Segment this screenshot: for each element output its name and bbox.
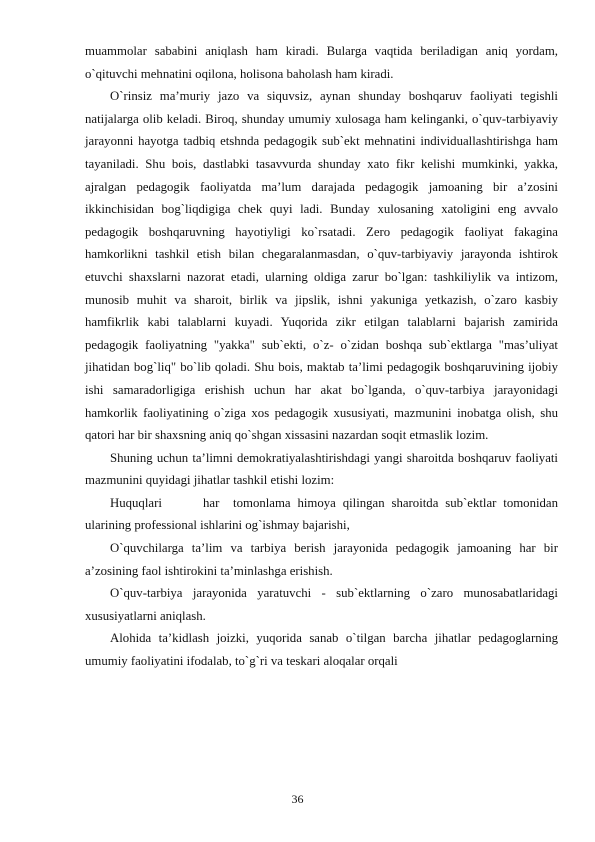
paragraph-5: O`quvchilarga ta’lim va tarbiya berish jarayonida pedagogik jamoaning har bir a’zosining faol ishtirokini ta’minlashga erishish. [85, 541, 558, 578]
paragraph-6: O`quv-tarbiya jarayonida yaratuvchi - sub`ektlarning o`zaro munosabatlaridagi xususiyatlarni aniqlash. [85, 586, 558, 623]
paragraph-3: Shuning uchun ta’limni demokratiyalashtirishdagi yangi sharoitda boshqaruv faoliyati mazmunini quyidagi jihatlar tashkil etishi lozim: [85, 450, 558, 488]
page-number: 36 [291, 792, 304, 806]
paragraph-7: Alohida ta’kidlash joizki, yuqorida sanab o`tilgan barcha jihatlar pedagoglarning umumiy faoliyatini ifodalab, to`g`ri va teskari aloqalar orqali [85, 631, 558, 669]
paragraph-2: O`rinsiz ma’muriy jazo va siquvsiz, aynan shunday boshqaruv faoliyati tegishli natijalarga olib keladi. Biroq, shunday umumiy xulosaga ham kelinganki, o`quv-tarbiyaviy jarayonni hayotga tadbiq etshnda pedagogik sub`ekt mehnatini individuallashtirishga ham tayaniladi. Shu bois, dastlabki tasavvurda shunday xato fikr kelishi mumkinki, yakka, ajralgan pedagogik faoliyatda ma’lum darajada pedagogik jamoaning bir a’zosini ikkinchisidan bog`liqdigiga chek quyi ladi. Bunday xulosaning xatoligini eng avvalo pedagogik boshqaruvning hayotiyligi ko`rsatadi. Zero pedagogik faoliyat fakagina hamkorlikni tashkil etish bilan chegaralanmasdan, o`quv-tarbiyaviy jarayonda ishtirok etuvchi shaxslarni nazorat etadi, ularning oldiga zarur bo`lgan: tashkiliylik va intizom, munosib muhit va sharoit, birlik va jipslik, ishni yakuniga yetkazish, o`zaro kasbiy hamfikrlik kabi talablarni kuyadi. Yuqorida zikr etilgan talablarni bajarish zamirida pedagogik faoliyatning "yakka" sub`ekti, o`z- o`zidan boshqa sub`ektlarga "mas’uliyat jihatidan bog`liq" bo`lib qoladi. Shu bois, maktab ta’limi pedagogik boshqaruvining ijobiy ishi samaradorligiga erishish uchun har akat bo`lganda, o`quv-tarbiya jarayonidagi hamkorlik faoliyatining o`ziga xos pedagogik xususiyati, mazmunini inobatga olish, shu qatori har bir shaxsning aniq qo`shgan xissasini nazardan soqit etmaslik lozim. [85, 89, 558, 443]
paragraph-4: Huquqlari har tomonlama himoya qilingan sharoitda sub`ektlar tomonidan ularining professional ishlarini og`ishmay bajarishi, [85, 495, 562, 533]
paragraph-1: muammolar sababini aniqlash ham kiradi. Bularga vaqtida beriladigan aniq yordam, o`qituvchi mehnatini oqilona, holisona baholash ham kiradi. [85, 44, 558, 81]
document-body [85, 40, 562, 673]
